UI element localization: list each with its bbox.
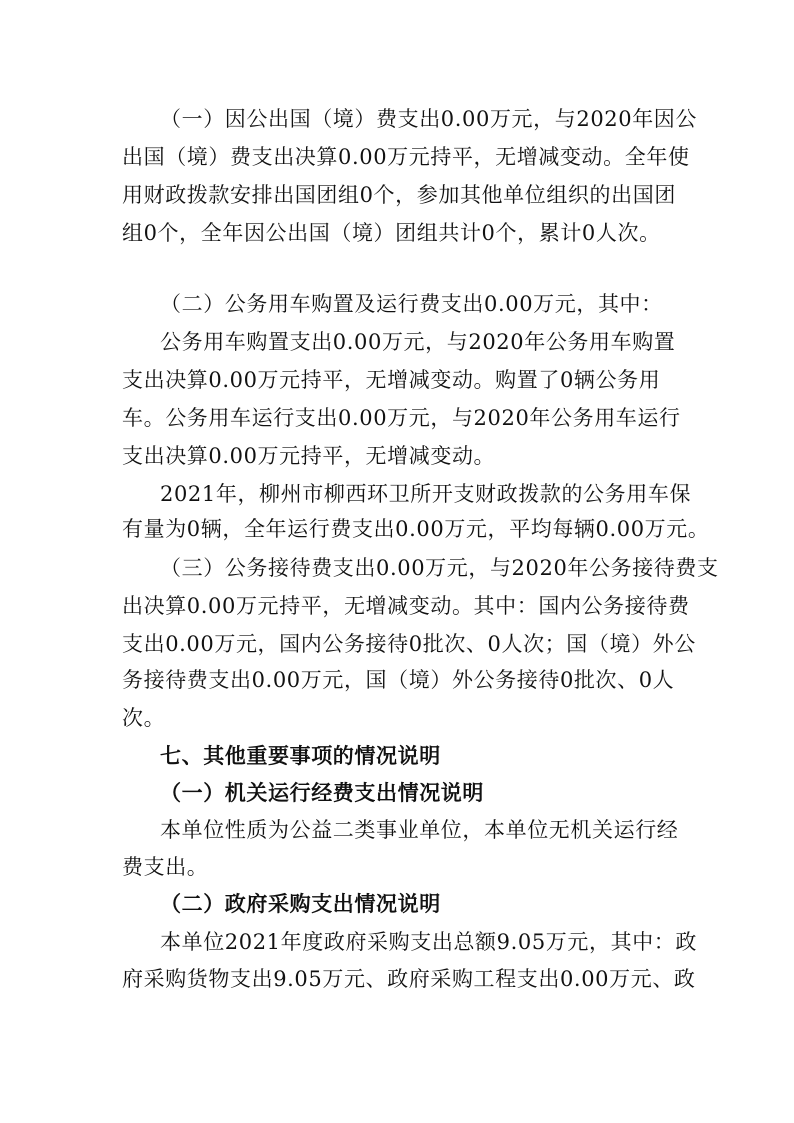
subsection-heading: （一）机关运行经费支出情况说明 <box>160 781 484 805</box>
paragraph-line: 务接待费支出0.00万元，国（境）外公务接待0批次、0人 <box>122 668 675 692</box>
paragraph-line: 支出决算0.00万元持平，无增减变动。 <box>122 444 496 468</box>
paragraph-line: 本单位性质为公益二类事业单位，本单位无机关运行经 <box>160 818 679 842</box>
paragraph-line: 支出决算0.00万元持平，无增减变动。购置了0辆公务用 <box>122 368 661 392</box>
subsection-heading: （二）政府采购支出情况说明 <box>160 892 441 916</box>
paragraph-line: 本单位2021年度政府采购支出总额9.05万元，其中：政 <box>160 930 697 954</box>
paragraph-line: 出决算0.00万元持平，无增减变动。其中：国内公务接待费 <box>122 594 690 618</box>
paragraph-line: 出国（境）费支出决算0.00万元持平，无增减变动。全年使 <box>122 145 690 169</box>
paragraph-line: 府采购货物支出9.05万元、政府采购工程支出0.00万元、政 <box>122 967 696 991</box>
paragraph-line: 组0个，全年因公出国（境）团组共计0个，累计0人次。 <box>122 221 661 245</box>
section-heading: 七、其他重要事项的情况说明 <box>160 744 441 768</box>
paragraph-line: 2021年，柳州市柳西环卫所开支财政拨款的公务用车保 <box>160 482 692 506</box>
paragraph-line: 支出0.00万元，国内公务接待0批次、0人次；国（境）外公 <box>122 632 696 656</box>
paragraph-line: （二）公务用车购置及运行费支出0.00万元，其中： <box>160 292 663 316</box>
paragraph-line: 次。 <box>122 706 166 730</box>
paragraph-line: 车。公务用车运行支出0.00万元，与2020年公务用车运行 <box>122 406 681 430</box>
paragraph-line: （三）公务接待费支出0.00万元，与2020年公务接待费支 <box>160 556 719 580</box>
paragraph-line: 有量为0辆，全年运行费支出0.00万元，平均每辆0.00万元。 <box>122 517 710 541</box>
paragraph-line: （一）因公出国（境）费支出0.00万元，与2020年因公 <box>160 107 697 131</box>
paragraph-line: 公务用车购置支出0.00万元，与2020年公务用车购置 <box>160 330 676 354</box>
paragraph-line: 用财政拨款安排出国团组0个，参加其他单位组织的出国团 <box>122 183 676 207</box>
paragraph-line: 费支出。 <box>122 855 209 879</box>
